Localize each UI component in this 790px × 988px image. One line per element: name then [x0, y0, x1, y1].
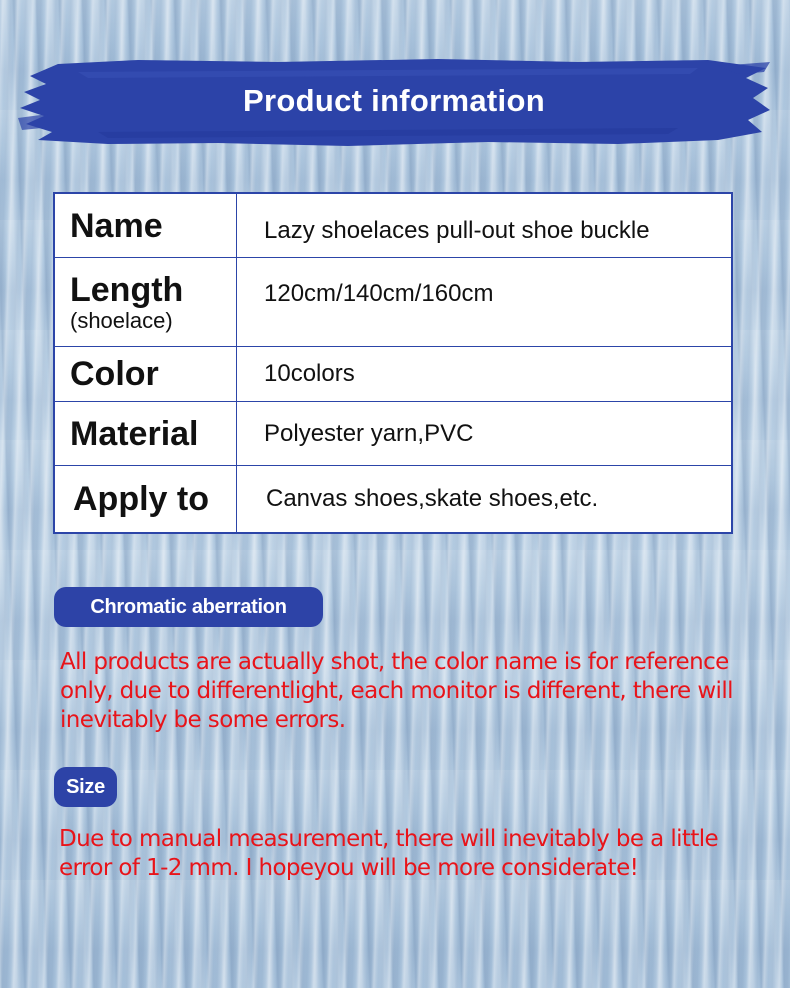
- product-info-table: [53, 192, 733, 534]
- row-key: Material: [70, 414, 199, 453]
- row-value: 120cm/140cm/160cm: [264, 280, 494, 307]
- row-key-cell: [55, 258, 237, 346]
- row-subkey: (shoelace): [70, 308, 173, 333]
- row-value: 10colors: [264, 360, 355, 387]
- row-key: Color: [70, 355, 159, 393]
- chromatic-aberration-badge: Chromatic aberration: [54, 587, 323, 627]
- row-key-cell: [55, 194, 237, 257]
- row-key: Name: [70, 206, 163, 245]
- row-key: Apply to: [73, 480, 209, 518]
- row-value: Canvas shoes,skate shoes,etc.: [266, 485, 599, 512]
- chromatic-aberration-note: All products are actually shot, the color name is for reference only, due to differentlight, each monitor is different, there will inevitably be some errors.: [60, 649, 733, 733]
- row-key-cell: [55, 347, 237, 401]
- table-row-name: [55, 194, 731, 258]
- row-key-cell: [55, 402, 237, 465]
- size-note: Due to manual measurement, there will inevitably be a little error of 1-2 mm. I hopeyou will be more considerate!: [59, 826, 719, 881]
- size-badge: Size: [54, 767, 117, 807]
- row-key: Length: [70, 271, 184, 309]
- table-row-color: [55, 347, 731, 402]
- table-row-length: [55, 258, 731, 347]
- page-title: Product information: [243, 83, 545, 118]
- row-value: Lazy shoelaces pull-out shoe buckle: [264, 216, 650, 244]
- title-banner: [18, 58, 770, 148]
- table-row-apply-to: [55, 466, 731, 532]
- row-value: Polyester yarn,PVC: [264, 419, 474, 447]
- table-row-material: [55, 402, 731, 466]
- row-key-cell: [55, 466, 237, 532]
